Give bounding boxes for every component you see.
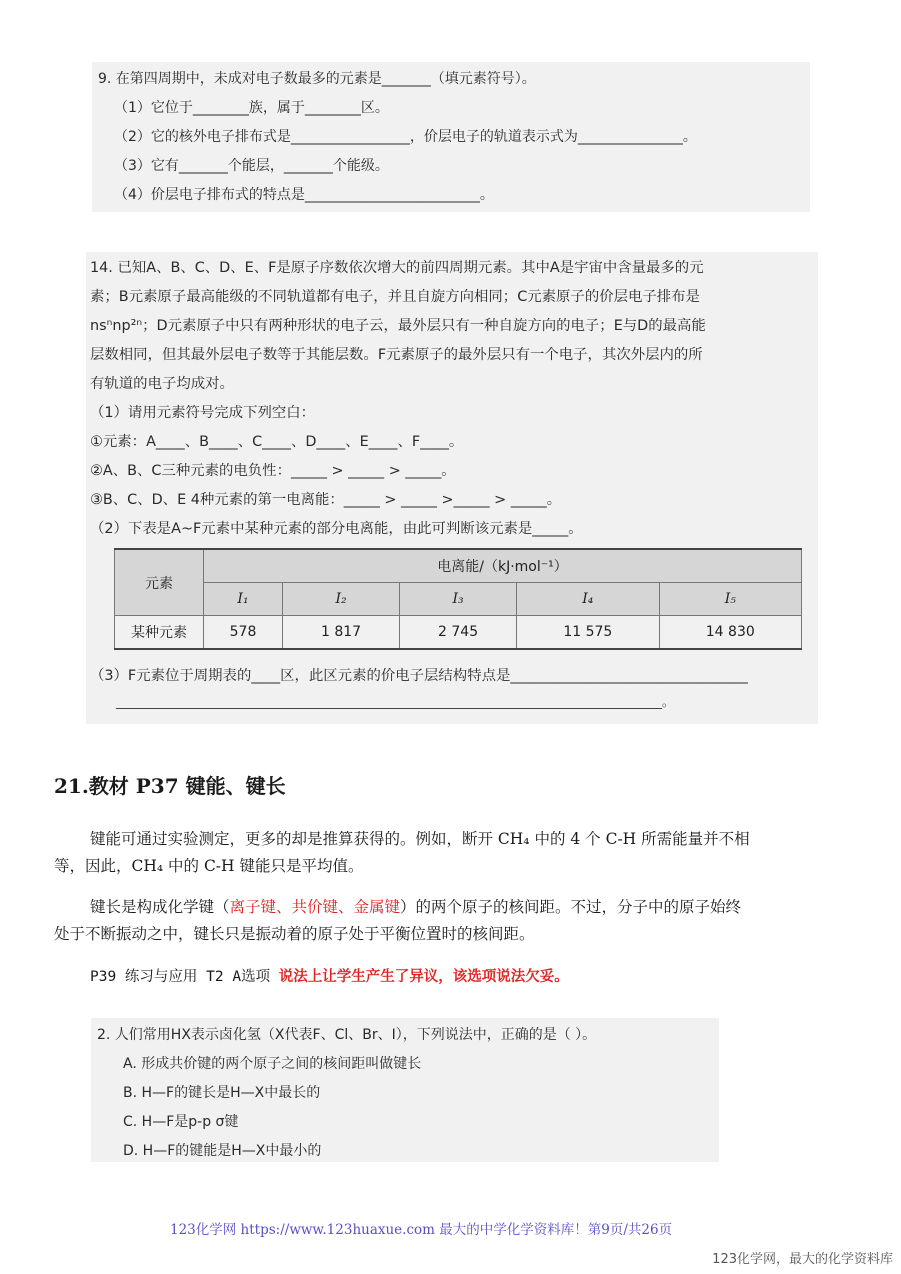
paragraph-bond-length <box>54 894 854 948</box>
table-col-i4: I₄ <box>517 583 659 616</box>
practice-red: 说法上让学生产生了异议，该选项说法欠妥。 <box>278 969 569 985</box>
practice-note <box>90 965 569 986</box>
table-cell: 11 575 <box>517 616 659 650</box>
q2-option-b: B. H—F的键长是H—X中最长的 <box>123 1085 321 1101</box>
q2-stem: 2. 人们常用HX表示卤化氢（X代表F、Cl、Br、I），下列说法中，正确的是（ ）。 <box>97 1027 597 1043</box>
q14-line-11: （3）F元素位于周期表的____区，此区元素的价电子层结构特点是_________________________________ <box>90 668 748 684</box>
table-col-i2: I₂ <box>283 583 400 616</box>
q14-line-10: （2）下表是A~F元素中某种元素的部分电离能，由此可判断该元素是_____。 <box>90 521 583 537</box>
section-heading: 21.教材 P37 键能、键长 <box>54 774 286 798</box>
q2-option-a: A. 形成共价键的两个原子之间的核间距叫做键长 <box>123 1056 422 1072</box>
q14-line-12: ___________________________________________________________________________________________。 <box>116 695 675 709</box>
table-cell: 578 <box>204 616 283 650</box>
table-col-i3: I₃ <box>400 583 517 616</box>
q14-line-7: ①元素：A____、B____、C____、D____、E____、F____。 <box>90 434 464 450</box>
q2-option-c: C. H—F是p-p σ键 <box>123 1114 239 1130</box>
para1-line-b: 等，因此，CH₄ 中的 C-H 键能只是平均值。 <box>54 857 364 875</box>
q9-part-1: （1）它位于________族，属于________区。 <box>114 100 389 116</box>
table-header-element: 元素 <box>115 549 204 616</box>
question-9-image <box>92 62 810 212</box>
q9-part-3: （3）它有_______个能层，_______个能级。 <box>114 158 389 174</box>
para2-post: ）的两个原子的核间距。不过，分子中的原子始终 <box>400 898 742 916</box>
q9-part-2: （2）它的核外电子排布式是_________________，价层电子的轨道表示式为_______________。 <box>114 129 697 145</box>
table-cell: 14 830 <box>659 616 801 650</box>
q14-line-5: 有轨道的电子均成对。 <box>90 376 234 392</box>
table-header-ionization: 电离能/（kJ·mol⁻¹） <box>204 549 802 583</box>
q9-stem: 9. 在第四周期中，未成对电子数最多的元素是_______（填元素符号）。 <box>98 71 536 87</box>
table-col-i5: I₅ <box>659 583 801 616</box>
q14-line-2: 素；B元素原子最高能级的不同轨道都有电子，并且自旋方向相同；C元素原子的价层电子排布是 <box>90 289 700 305</box>
question-2-image <box>91 1018 719 1162</box>
para2-pre: 键长是构成化学键（ <box>90 898 230 916</box>
q9-part-4: （4）价层电子排布式的特点是_________________________。 <box>114 187 494 203</box>
para2-line-b: 处于不断振动之中，键长只是振动着的原子处于平衡位置时的核间距。 <box>54 925 535 943</box>
table-cell: 2 745 <box>400 616 517 650</box>
table-col-i1: I₁ <box>204 583 283 616</box>
q14-line-6: （1）请用元素符号完成下列空白： <box>90 405 316 421</box>
q14-line-4: 层数相同，但其最外层电子数等于其能层数。F元素原子的最外层只有一个电子，其次外层内的所 <box>90 347 703 363</box>
ionization-energy-table <box>114 548 802 650</box>
q14-line-1: 14. 已知A、B、C、D、E、F是原子序数依次增大的前四周期元素。其中A是宇宙中含量最多的元 <box>90 260 704 276</box>
q14-line-3: nsⁿnp²ⁿ；D元素原子中只有两种形状的电子云，最外层只有一种自旋方向的电子；E与D的最高能 <box>90 318 706 334</box>
para1-line-a: 键能可通过实验测定，更多的却是推算获得的。例如，断开 CH₄ 中的 4 个 C-H 所需能量并不相 <box>90 830 750 848</box>
table-cell: 1 817 <box>283 616 400 650</box>
paragraph-bond-energy <box>54 826 854 880</box>
corner-watermark: 123化学网，最大的化学资料库 <box>712 1252 893 1267</box>
question-14-image <box>86 252 818 724</box>
q14-line-9: ③B、C、D、E 4种元素的第一电离能：_____ > _____ >_____ > _____。 <box>90 492 562 508</box>
practice-plain: P39 练习与应用 T2 A选项 <box>90 969 279 985</box>
q2-option-d: D. H—F的键能是H—X中最小的 <box>123 1143 322 1159</box>
table-row-label: 某种元素 <box>115 616 204 650</box>
para2-highlight: 离子键、共价键、金属键 <box>229 898 401 916</box>
footer-text: 123化学网 https://www.123huaxue.com 最大的中学化学资料库！第9页/共26页 <box>170 1222 673 1238</box>
q14-line-8: ②A、B、C三种元素的电负性：_____ > _____ > _____。 <box>90 463 456 479</box>
